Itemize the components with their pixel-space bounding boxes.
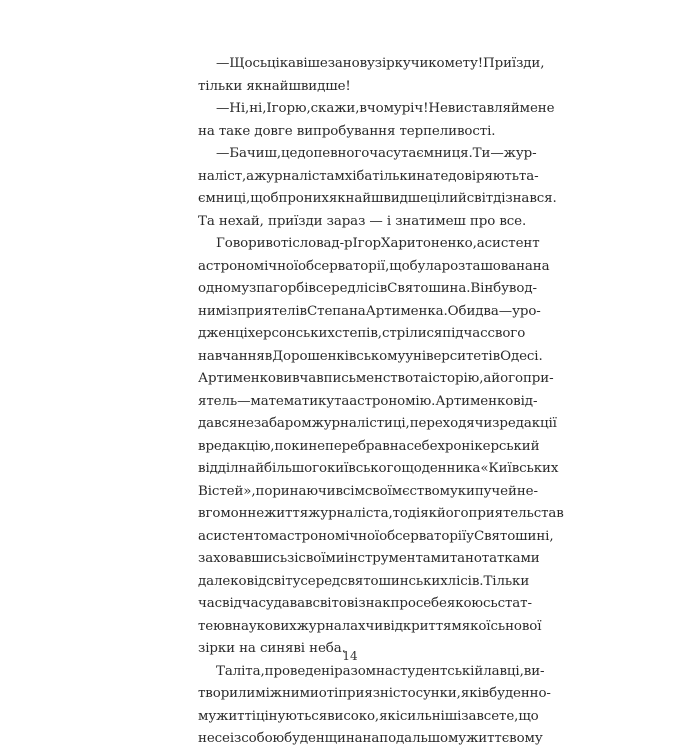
text-line: Говорив оті слова д-р Ігор Харитоненко, асистент [216,236,540,251]
text-line: Та літа, проведені разом на студентській лавці, ви- [216,663,545,679]
text-line: в редакцію, поки не перебрав на себе хронікерський [198,438,540,454]
text-line: дався незабаром журналістиці, переходячи з редакції [198,416,557,431]
text-line: далеко від світу серед святошинських лісів. Тільки [198,573,530,589]
text-line: зірки на синяві неба. [198,641,346,656]
text-line: несе із собою буденщина на подальшому життєвому [198,731,543,746]
text-line: одному з пагорбів серед лісів Святошина. Він був од- [198,281,537,296]
text-line: дженці херсонських степів, стрілися під час свого [198,326,526,341]
text-line: Вістей», поринаючи всім своїм єством у кипуче й не- [198,483,538,499]
text-line: — Щось цікавіше за нову зірку чи комету! Приїзди, [216,56,545,71]
text-line: час від часу давав світові знак про себе якоюсь стат- [198,596,532,611]
text-line: вгомонне життя журналіста, тоді як його приятель став [198,506,564,521]
text-line: ятель — математику та астрономію. Артименко від- [198,393,538,409]
text-line: — Бачиш, це до певного часу таємниця. Ти — жур- [216,146,537,161]
text-line: наліст, а журналістам хіба тільки на те довіряють та- [198,168,539,184]
text-line: ним із приятелів Степана Артименка. Обидва — уро- [198,303,541,319]
text-line: навчання в Дорошенківському університеті в Одесі. [198,348,543,364]
text-line: му житті цінуються високо, які сильніші за все те, що [198,708,539,724]
text-line: астрономічної обсерваторії, що була розташована на [198,258,550,274]
text-line: тею в наукових журналах чи відкриттям якоїсь нової [198,618,542,634]
text-line: відділ найбільшого київського щоденника «Київських [198,461,559,476]
body-text [198,53,564,751]
text-line: асистентом астрономічної обсерваторії у Святошині, [198,528,554,544]
text-line: Артименко вивчав письменство та історію, а його при- [198,371,554,386]
text-line: — Ні, ні, Ігорю, скажи, в чому річ! Не виставляй мене [216,101,555,116]
text-line: ємниці, щоб про них якнайшвидше цілий світ дізнався. [198,191,557,206]
page-number: 14 [342,649,358,663]
text-line: тільки якнайшвидше! [198,78,351,94]
text-line: творили між ними оті приязні стосунки, які в буденно- [198,686,551,701]
text-line: Та нехай, приїзди зараз — і знатимеш про все. [198,213,527,229]
text-line: на таке довге випробування терпеливості. [198,123,496,139]
text-line: заховавшись зі своїми інструментами та нотатками [198,551,540,566]
